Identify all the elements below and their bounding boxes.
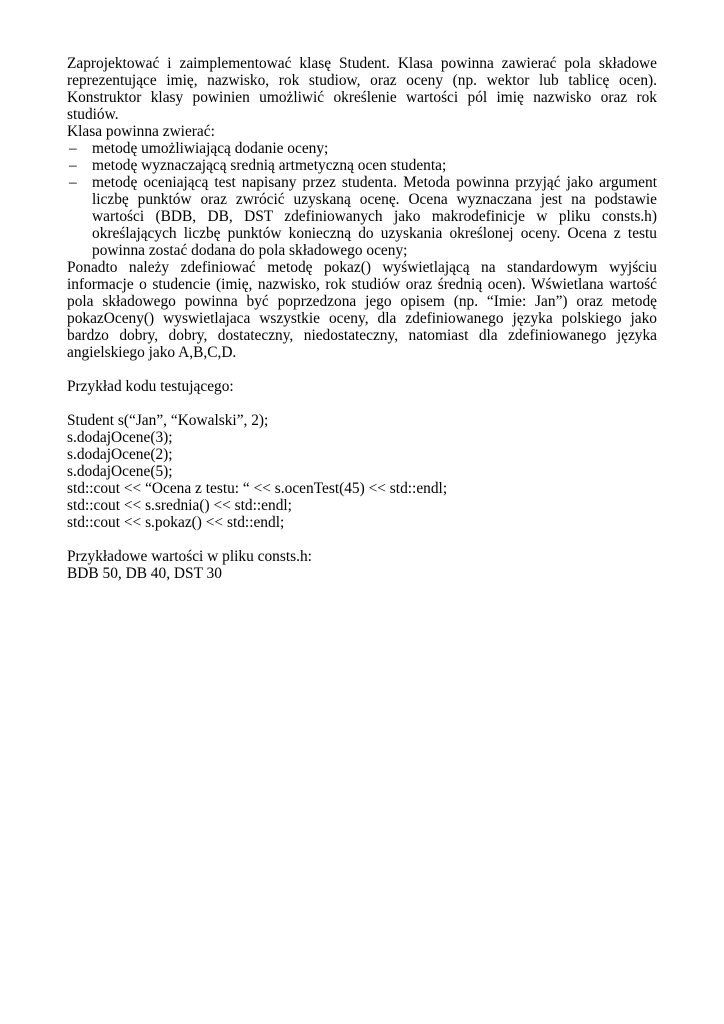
list-item-text: metodę wyznaczającą srednią artmetyczną ocen studenta;: [92, 157, 447, 174]
list-item: [67, 174, 657, 259]
list-item: [67, 140, 657, 157]
additional-requirements-paragraph: Ponadto należy zdefiniować metodę pokaz() wyświetlającą na standardowym wyjściu informacje o studencie (imię, nazwisko, rok studiów oraz średnią ocen). Wświetlana wartość pola składowego powinna być poprzedzona jego opisem (np. “Imie: Jan”) oraz metodę pokazOceny() wyswietlajaca wszystkie oceny, dla zdefiniowanego języka polskiego jako bardzo dobry, dobry, dostateczny, niedostateczny, natomiast dla zdefiniowanego języka angielskiego jako A,B,C,D.: [67, 259, 657, 361]
document-content: [67, 55, 657, 582]
task-description-paragraph: Zaprojektować i zaimplementować klasę Student. Klasa powinna zawierać pola składowe reprezentujące imię, nazwisko, rok studiow, oraz oceny (np. wektor lub tablicę ocen). Konstruktor klasy powinien umożliwić określenie wartości pól imię nazwisko oraz rok studiów.: [67, 55, 657, 123]
consts-file-intro: Przykładowe wartości w pliku consts.h:: [67, 548, 312, 565]
dash-bullet-icon: –: [69, 140, 77, 157]
code-example-block: [67, 412, 657, 531]
code-line: std::cout << s.srednia() << std::endl;: [67, 497, 292, 514]
consts-file-values: BDB 50, DB 40, DST 30: [67, 565, 222, 582]
code-example-intro: Przykład kodu testującego:: [67, 378, 234, 395]
list-item: [67, 157, 657, 174]
code-line: Student s(“Jan”, “Kowalski”, 2);: [67, 412, 269, 429]
blank-line: [67, 531, 657, 548]
code-line: s.dodajOcene(5);: [67, 463, 173, 480]
code-line: s.dodajOcene(2);: [67, 446, 173, 463]
list-item-text: metodę umożliwiającą dodanie oceny;: [92, 140, 329, 157]
blank-line: [67, 361, 657, 378]
blank-line: [67, 395, 657, 412]
code-line: std::cout << “Ocena z testu: “ << s.ocenTest(45) << std::endl;: [67, 480, 448, 497]
code-line: s.dodajOcene(3);: [67, 429, 173, 446]
dash-bullet-icon: –: [69, 174, 77, 191]
list-item-text: metodę oceniającą test napisany przez studenta. Metoda powinna przyjąć jako argument liczbę punktów oraz zwrócić uzyskaną ocenę. Ocena wyznaczana jest na podstawie wartości (BDB, DB, DST zdefiniowanych jako makrodefinicje w pliku consts.h) określających liczbę punktów konieczną do uzyskania określonej oceny. Ocena z testu powinna zostać dodana do pola składowego oceny;: [92, 174, 657, 259]
dash-bullet-icon: –: [69, 157, 77, 174]
requirements-intro-line: Klasa powinna zwierać:: [67, 123, 215, 140]
requirements-list: [67, 140, 657, 259]
code-line: std::cout << s.pokaz() << std::endl;: [67, 514, 285, 531]
